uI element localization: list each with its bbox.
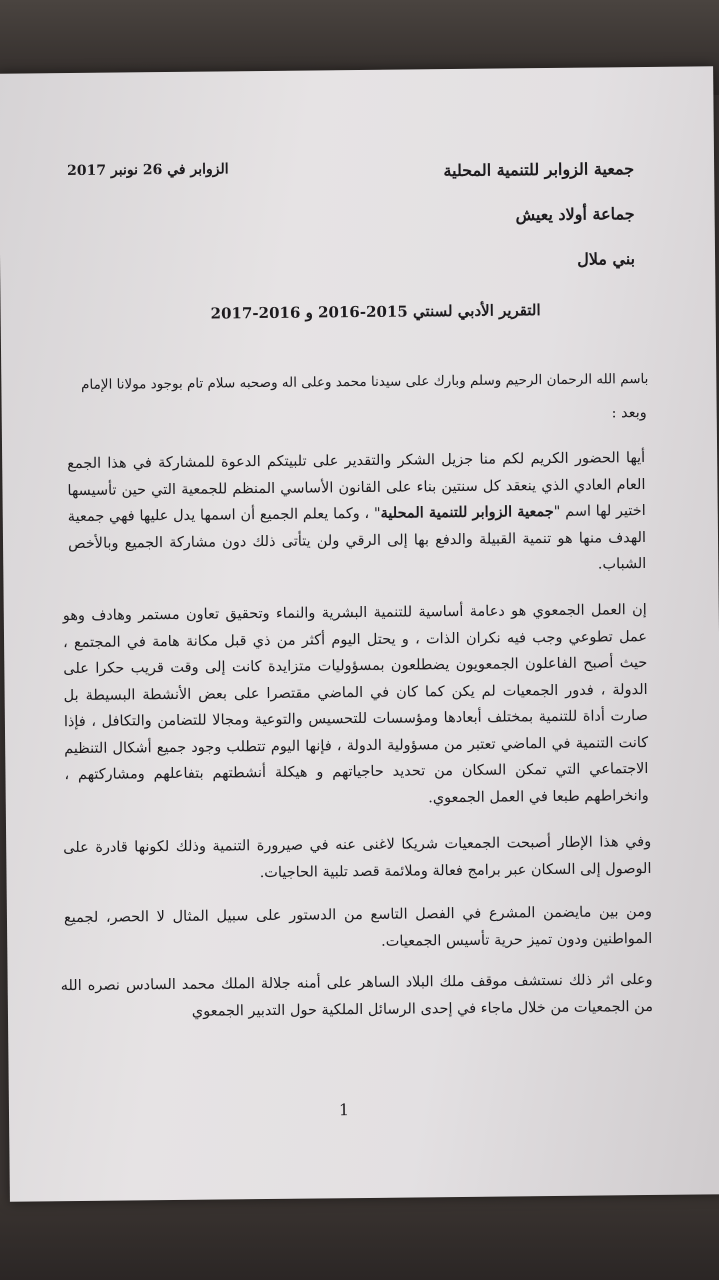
paragraph-1-after: " ، وكما يعلم الجميع أن اسمها يدل عليها فهي جمعية الهدف منها هو تنمية القبيلة والدفع بها إلى الرقي ولن يتأتى ذلك دون مشاركة الجميع وبالأخص الشباب. xyxy=(67,505,647,573)
document-content xyxy=(0,66,719,1201)
document-date: الزوابر في 26 نونبر 2017 xyxy=(67,161,229,180)
paragraph-1 xyxy=(67,445,646,584)
paragraph-3: وفي هذا الإطار أصبحت الجمعيات شريكا لاغنى عنه في صيرورة التنمية وذلك لكونها قادرة على الوصول إلى السكان عبر برامج فعالة وملائمة قصد تلبية الحاجيات. xyxy=(63,833,652,881)
city-name: بني ملال xyxy=(577,249,636,269)
commune-name: جماعة أولاد يعيش xyxy=(515,204,635,225)
paragraph-4: ومن بين مايضمن المشرع في الفصل التاسع من الدستور على سبيل المثال لا الحصر، لجميع المواطنين ودون تميز حرية تأسيس الجمعيات. xyxy=(63,903,653,950)
organization-name: جمعية الزوابر للتنمية المحلية xyxy=(443,159,635,181)
report-title: التقرير الأدبي لسنتي 2015-2016 و 2016-2017 xyxy=(210,301,541,323)
greeting-line: باسم الله الرحمان الرحيم وسلم وبارك على سيدنا محمد وعلى اله وصحبه سلام تام بوجود مولانا الإمام xyxy=(81,370,649,393)
background-bottom xyxy=(0,1195,719,1280)
paragraph-5: وعلى اثر ذلك نستشف موقف ملك البلاد الساهر على أمنه جلالة الملك محمد السادس نصره الله من الجمعيات من خلال ماجاء في إحدى الرسائل الملكية حول التدبير الجمعوي xyxy=(60,971,654,1020)
paragraph-2: إن العمل الجمعوي هو دعامة أساسية للتنمية البشرية والنماء وتحقيق تعاون مستمر وهادف وهو عمل تطوعي وجب فيه نكران الذات ، و يحتل اليوم أكثر من ذي قبل مكانة هامة في المجتمع ، حيث أصبح الفاعلون الجمعويون يضطلعون بمسؤوليات متزايدة كانت إلى وقت قريب حكرا على الدولة ، فدور الجمعيات لم يكن كما كان في الماضي مقتصرا على بعض الأنشطة البسيطة بل صارت أداة للتنمية بمختلف أبعادها ومؤسسات للتحسيس والتوعية ومجالا للتضامن والتكافل ، فإذا كانت التنمية في الماضي تعتبر من مسؤولية الدولة ، فإنها اليوم تتطلب وجود جميع أشكال التنظيم الاجتماعي التي تمكن السكان من تحديد حاجياتهم و هيكلة أنشطتهم بتفاعلهم ومشاركتهم ، وانخراطهم طبعا في العمل الجمعوي. xyxy=(62,602,649,806)
page-number: 1 xyxy=(338,1100,350,1120)
greeting-closing: وبعد : xyxy=(611,405,647,422)
document-page xyxy=(0,66,719,1201)
association-name-bold: جمعية الزوابر للتنمية المحلية xyxy=(380,502,554,522)
paragraph-1-before: أيها الحضور الكريم لكم منا جزيل الشكر والتقدير على تلبيتكم الدعوة للمشاركة في هذا الجمع العام العادي الذي ينعقد كل سنتين بناء على القانون الأساسي المنظم للجمعية التي حين تأسيسها اختير لها اسم " xyxy=(67,450,646,520)
